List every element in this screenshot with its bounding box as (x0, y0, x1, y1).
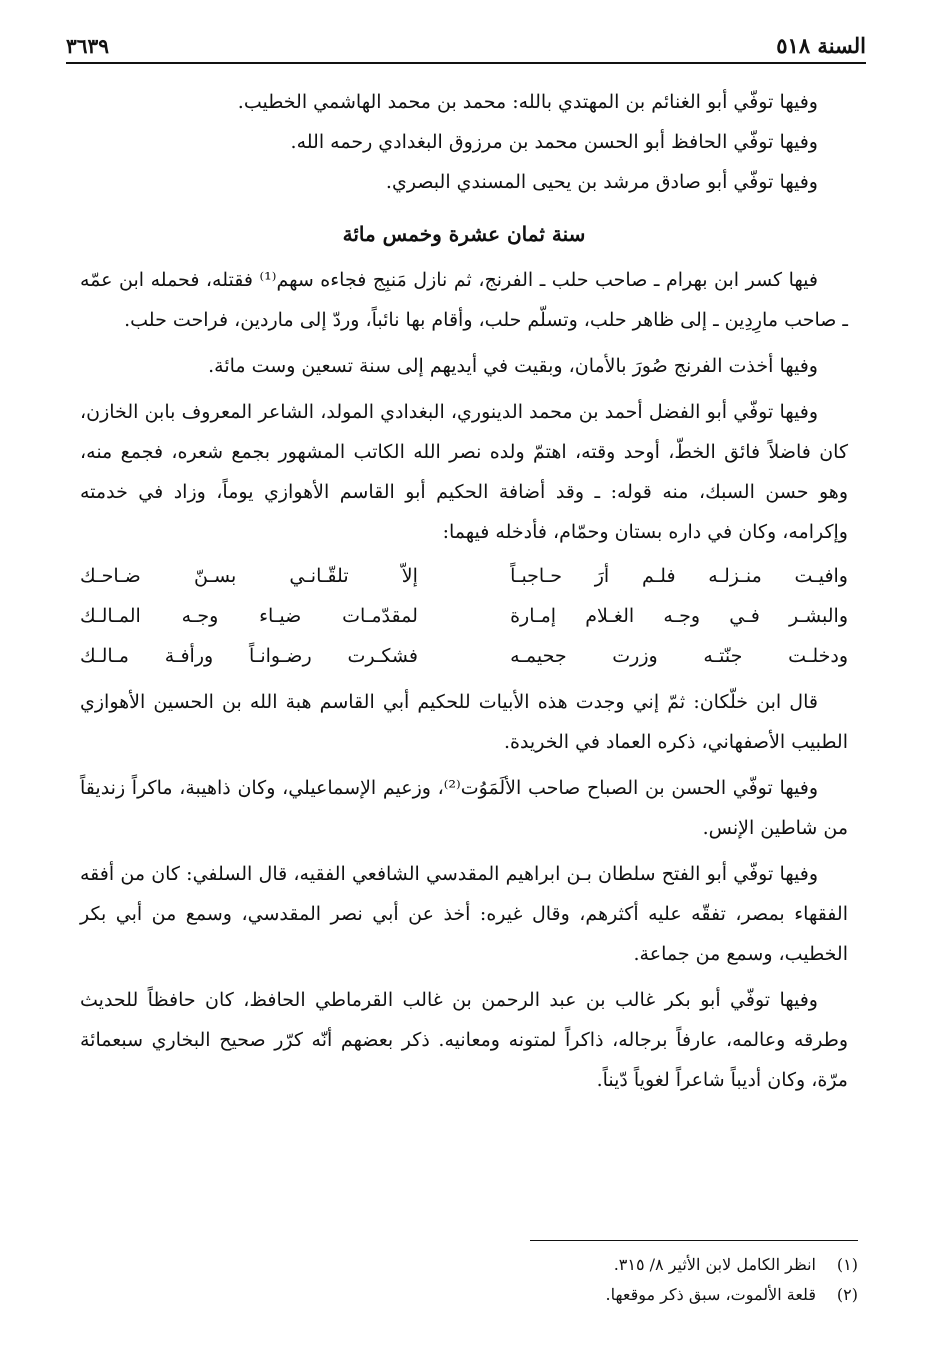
page-header (66, 30, 866, 64)
poem (80, 556, 848, 676)
verse-second-half: فشكـرت رضـوانـاً ورأفـة مـالـك (80, 645, 418, 667)
paragraph: وفيها توفّي أبو صادق مرشد بن يحيى المسندي البصري. (385, 171, 818, 193)
paragraph: وفيها توفّي الحافظ أبو الحسن محمد بن مرزوق البغدادي رحمه الله. (290, 131, 818, 153)
verse-first-half: والبشـر فـي وجـه الغـلام إمـارة (510, 605, 848, 627)
paragraph: وفيها توفّي أبو الفتح سلطان بـن ابراهيم المقدسي الشافعي الفقيه، قال السلفي: كان من أفقه الفقهاء بمصر، تفقّه عليه أكثرهم، وقال غيره: أخذ عن أبي نصر المقدسي، وسمع من أبي بكر الخطيب، وسمع من جماعة. (80, 863, 848, 965)
footnote-number: (٢) (836, 1285, 858, 1304)
poem-verse (80, 636, 848, 676)
paragraph: فيها كسر ابن بهرام ـ صاحب حلب ـ الفرنج، ثم نازل مَنبِج فجاءه سهم⁽¹⁾ فقتله، فحمله ابن عمّه ـ صاحب مارِدِين ـ إلى ظاهر حلب، وتسلّم حلب، وأقام بها نائباً، وردّ إلى ماردين، فراحت حلب. (80, 269, 848, 331)
footnote-number: (١) (836, 1255, 858, 1274)
running-title: السنة ٥١٨ (776, 33, 866, 58)
main-text (80, 82, 848, 1100)
page-number: ٣٦٣٩ (66, 34, 109, 58)
verse-first-half: ودخلـت جنّتـه وزرت جحيمـه (510, 645, 848, 667)
footnote (300, 1280, 858, 1310)
footnote (300, 1250, 858, 1280)
footnotes (300, 1250, 858, 1310)
verse-second-half: لمقدّمـات ضيـاء وجـه المـالـك (80, 605, 418, 627)
paragraph: قال ابن خلّكان: ثمّ إني وجدت هذه الأبيات للحكيم أبي القاسم هبة الله بن الحسين الأهوازي الطبيب الأصفهاني، ذكره العماد في الخريدة. (80, 691, 848, 753)
footnote-text: قلعة الألموت، سبق ذكر موقعها. (605, 1285, 816, 1304)
paragraph: وفيها توفّي أبو الغنائم بن المهتدي بالله: محمد بن محمد الهاشمي الخطيب. (237, 91, 818, 113)
poem-verse (80, 556, 848, 596)
verse-second-half: إلاّ تلقّـانـي بسـنّ ضـاحـك (80, 565, 418, 587)
paragraph: وفيها توفّي أبو بكر غالب بن عبد الرحمن بن غالب القرماطي الحافظ، كان حافظاً للحديث وطرقه وعالمه، عارفاً برجاله، ذاكراً لمتونه ومعانيه. ذكر بعضهم أنّه كرّر صحيح البخاري سبعمائة مرّة، وكان أديباً شاعراً لغوياً دّيناً. (80, 989, 848, 1091)
paragraph: وفيها أخذت الفرنج صُورَ بالأمان، وبقيت في أيديهم إلى سنة تسعين وست مائة. (208, 355, 818, 377)
paragraph: وفيها توفّي أبو الفضل أحمد بن محمد الدينوري، البغدادي المولد، الشاعر المعروف بابن الخازن، كان فاضلاً فائق الخطّ، أوحد وقته، اهتمّ ولده نصر الله الكاتب المشهور بجمع شعره، فجمع منه، وهو حسن السبك، منه قوله: ـ وقد أضافة الحكيم أبو القاسم الأهوازي يوماً، وزاد في خدمته وإكرامه، وكان في داره بستان وحمّام، فأدخله فيهما: (80, 401, 849, 543)
section-heading: سنة ثمان عشرة وخمس مائة (342, 222, 586, 246)
paragraph: وفيها توفّي الحسن بن الصباح صاحب الألَمَوُت⁽²⁾، وزعيم الإسماعيلي، وكان ذاهيبة، ماكراً زنديقاً من شاطين الإنس. (80, 777, 848, 839)
verse-first-half: وافيـت منـزلـه فلـم أرَ حـاجبـاً (510, 565, 848, 587)
poem-verse (80, 596, 848, 636)
footnote-text: انظر الكامل لابن الأثير ٨/ ٣١٥. (613, 1255, 816, 1274)
footnote-divider (530, 1240, 858, 1241)
